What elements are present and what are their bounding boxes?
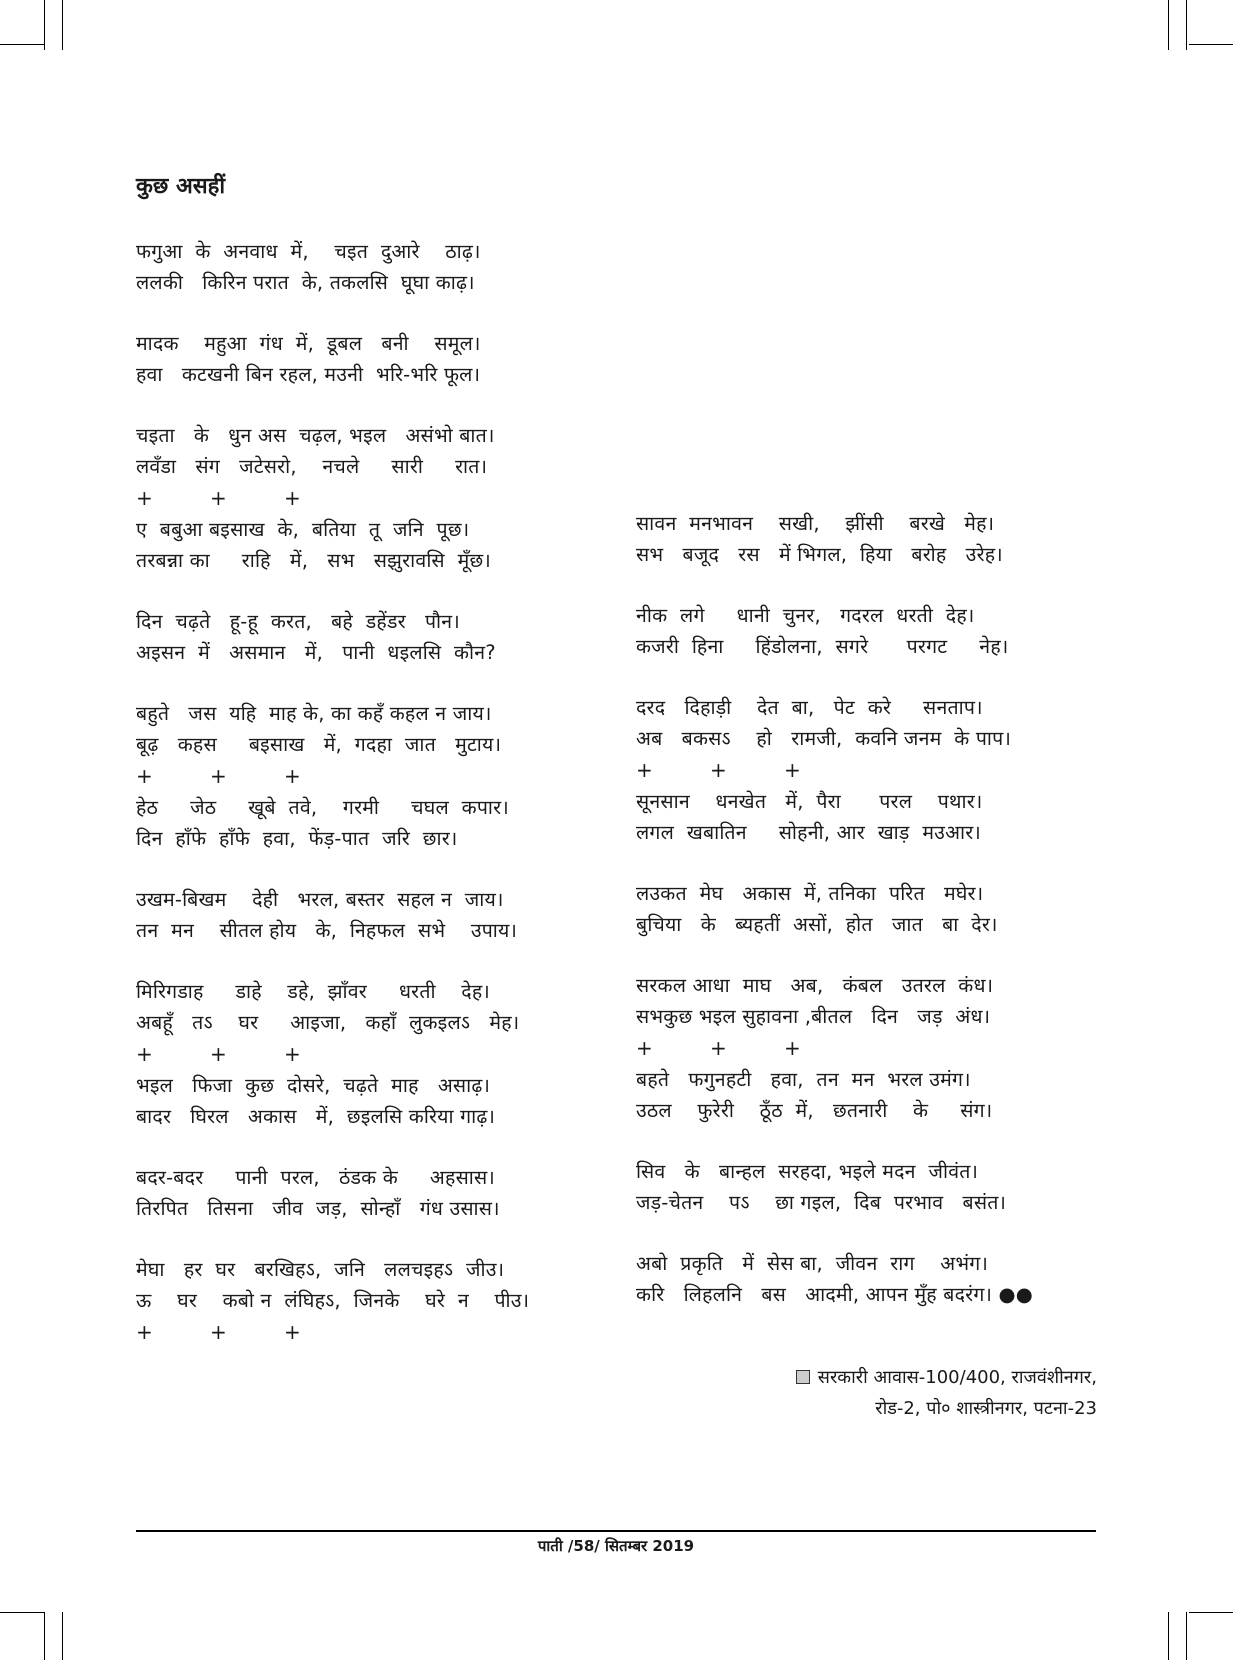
crop-mark: [62, 1612, 63, 1660]
crop-mark: [1189, 1612, 1233, 1613]
poem-line: सिव के बान्हल सरहदा, भइले मदन जीवंत।: [636, 1160, 979, 1183]
section-separator: + + +: [136, 764, 301, 788]
crop-mark: [1189, 44, 1233, 45]
poem-line: ललकी किरिन परात के, तकलसि घूघा काढ़।: [136, 271, 475, 294]
poem-line: सावन मनभावन सखी, झींसी बरखे मेह।: [636, 512, 995, 535]
footer-rule: [136, 1530, 1096, 1532]
poem-line: नीक लगे धानी चुनर, गदरल धरती देह।: [636, 604, 975, 627]
author-address: [796, 1362, 1097, 1424]
crop-mark: [1186, 0, 1187, 50]
poem-line: बदर-बदर पानी परल, ठंडक के अहसास।: [136, 1166, 495, 1189]
poem-line: ए बबुआ बइसाख के, बतिया तू जनि पूछ।: [136, 518, 470, 541]
poem-line: तरबन्ना का राहि में, सभ सझुरावसि मूँछ।: [136, 549, 491, 572]
stanza: [136, 1070, 576, 1132]
poem-line: मिरिगडाह डाहे डहे, झाँवर धरती देह।: [136, 980, 490, 1003]
poem-line: अब बकसऽ हो रामजी, कवनि जनम के पाप।: [636, 727, 1012, 750]
stanza-gap: [136, 1132, 576, 1162]
poem-line: ऊ घर कबो न लंघिहऽ, जिनके घरे न पीउ।: [136, 1289, 530, 1312]
stanza: [136, 698, 576, 760]
stanza: [136, 1254, 576, 1316]
crop-mark: [1168, 0, 1169, 50]
poem-line: तन मन सीतल होय के, निहफल सभे उपाय।: [136, 919, 518, 942]
poem-line: सभकुछ भइल सुहावना ,बीतल दिन जड़ अंध।: [636, 1005, 991, 1028]
crop-mark: [0, 1612, 44, 1613]
poem-line: भइल फिजा कुछ दोसरे, चढ़ते माह असाढ़।: [136, 1074, 491, 1097]
stanza: [136, 328, 576, 390]
poem-line: फगुआ के अनवाध में, चइत दुआरे ठाढ़।: [136, 240, 481, 263]
crop-mark: [1186, 1612, 1187, 1660]
poem-line: उखम-बिखम देही भरल, बस्तर सहल न जाय।: [136, 888, 504, 911]
poem-line: अबहूँ तऽ घर आइजा, कहाँ लुकइलऽ मेह।: [136, 1011, 520, 1034]
crop-mark: [62, 0, 63, 50]
crop-mark: [44, 0, 45, 50]
stanza-gap: [136, 390, 576, 420]
poem-line: दिन हाँफे हाँफे हवा, फेंड़-पात जरि छार।: [136, 827, 458, 850]
poem-line: हेठ जेठ खूबे तवे, गरमी चघल कपार।: [136, 796, 509, 819]
stanza: [136, 606, 576, 668]
poem-line: सभ बजूद रस में भिगल, हिया बरोह उरेह।: [636, 543, 1003, 566]
crop-mark: [0, 44, 44, 45]
crop-mark: [1168, 1612, 1169, 1660]
poem-line: अबो प्रकृति में सेस बा, जीवन राग अभंग।: [636, 1252, 989, 1275]
stanza: [636, 1064, 1056, 1126]
poem-line: लवँडा संग जटेसरो, नचले सारी रात।: [136, 455, 488, 478]
stanza: [136, 514, 576, 576]
stanza-gap: [136, 1224, 576, 1254]
poem-line: जड़-चेतन पऽ छा गइल, दिब परभाव बसंत।: [636, 1191, 1007, 1214]
stanza-gap: [136, 668, 576, 698]
poem-line: बूढ़ कहस बइसाख में, गदहा जात मुटाय।: [136, 733, 502, 756]
address-line-2: रोड-2, पो० शास्त्रीनगर, पटना-23: [875, 1398, 1097, 1419]
stanza: [636, 786, 1056, 848]
poem-right-column: [636, 508, 1056, 1310]
poem-line: हवा कटखनी बिन रहल, मउनी भरि-भरि फूल।: [136, 363, 481, 386]
poem-line: दिन चढ़ते हू-हू करत, बहे डहेंडर पौन।: [136, 610, 460, 633]
stanza-gap: [136, 576, 576, 606]
address-line: [796, 1362, 1097, 1393]
stanza: [636, 878, 1056, 940]
poem-title: कुछ असहीं: [136, 174, 226, 199]
stanza: [636, 692, 1056, 754]
page-footer: पाती /58/ सितम्बर 2019: [537, 1537, 695, 1555]
stanza: [636, 1156, 1056, 1218]
poem-line: बहते फगुनहटी हवा, तन मन भरल उमंग।: [636, 1068, 971, 1091]
poem-line: चइता के धुन अस चढ़ल, भइल असंभो बात।: [136, 424, 495, 447]
poem-line: तिरपित तिसना जीव जड़, सोन्हाँ गंध उसास।: [136, 1197, 500, 1220]
stanza-gap: [136, 854, 576, 884]
stanza-gap: [636, 570, 1056, 600]
section-separator: + + +: [136, 1320, 301, 1344]
poem-line: बादर घिरल अकास में, छइलसि करिया गाढ़।: [136, 1105, 496, 1128]
stanza-gap: [636, 940, 1056, 970]
stanza: [636, 970, 1056, 1032]
poem-line: मेघा हर घर बरखिहऽ, जनि ललचइहऽ जीउ।: [136, 1258, 505, 1281]
poem-line: बुचिया के ब्यहतीं असों, होत जात बा देर।: [636, 913, 998, 936]
address-line-1: सरकारी आवास-100/400, राजवंशीनगर,: [817, 1367, 1097, 1388]
stanza: [136, 976, 576, 1038]
poem-line: मादक महुआ गंध में, डूबल बनी समूल।: [136, 332, 481, 355]
stanza-gap: [636, 662, 1056, 692]
poem-line: करि लिहलनि बस आदमी, आपन मुँह बदरंग। ●●: [636, 1283, 1033, 1306]
stanza: [136, 792, 576, 854]
stanza-gap: [136, 946, 576, 976]
stanza-gap: [136, 298, 576, 328]
section-separator: + + +: [636, 1036, 801, 1060]
stanza: [636, 508, 1056, 570]
section-separator: + + +: [136, 1042, 301, 1066]
stanza-gap: [636, 848, 1056, 878]
stanza-gap: [636, 1218, 1056, 1248]
poem-line: उठल फुरेरी ठूँठ में, छतनारी के संग।: [636, 1099, 993, 1122]
square-bullet-icon: [796, 1370, 810, 1384]
stanza: [636, 1248, 1056, 1310]
stanza-gap: [636, 1126, 1056, 1156]
crop-mark: [44, 1612, 45, 1660]
poem-line: लउकत मेघ अकास में, तनिका परित मघेर।: [636, 882, 984, 905]
poem-line: लगल खबातिन सोहनी, आर खाड़ मउआर।: [636, 821, 981, 844]
stanza: [136, 1162, 576, 1224]
poem-left-column: [136, 236, 576, 1348]
poem-line: कजरी हिना हिंडोलना, सगरे परगट नेह।: [636, 635, 1009, 658]
poem-line: बहुते जस यहि माह के, का कहँ कहल न जाय।: [136, 702, 492, 725]
section-separator: + + +: [636, 758, 801, 782]
poem-line: सूनसान धनखेत में, पैरा परल पथार।: [636, 790, 983, 813]
stanza: [636, 600, 1056, 662]
poem-line: अइसन में असमान में, पानी धइलसि कौन?: [136, 641, 496, 664]
stanza: [136, 884, 576, 946]
section-separator: + + +: [136, 486, 301, 510]
poem-line: सरकल आधा माघ अब, कंबल उतरल कंध।: [636, 974, 994, 997]
stanza: [136, 236, 576, 298]
stanza: [136, 420, 576, 482]
poem-line: दरद दिहाड़ी देत बा, पेट करे सनताप।: [636, 696, 983, 719]
